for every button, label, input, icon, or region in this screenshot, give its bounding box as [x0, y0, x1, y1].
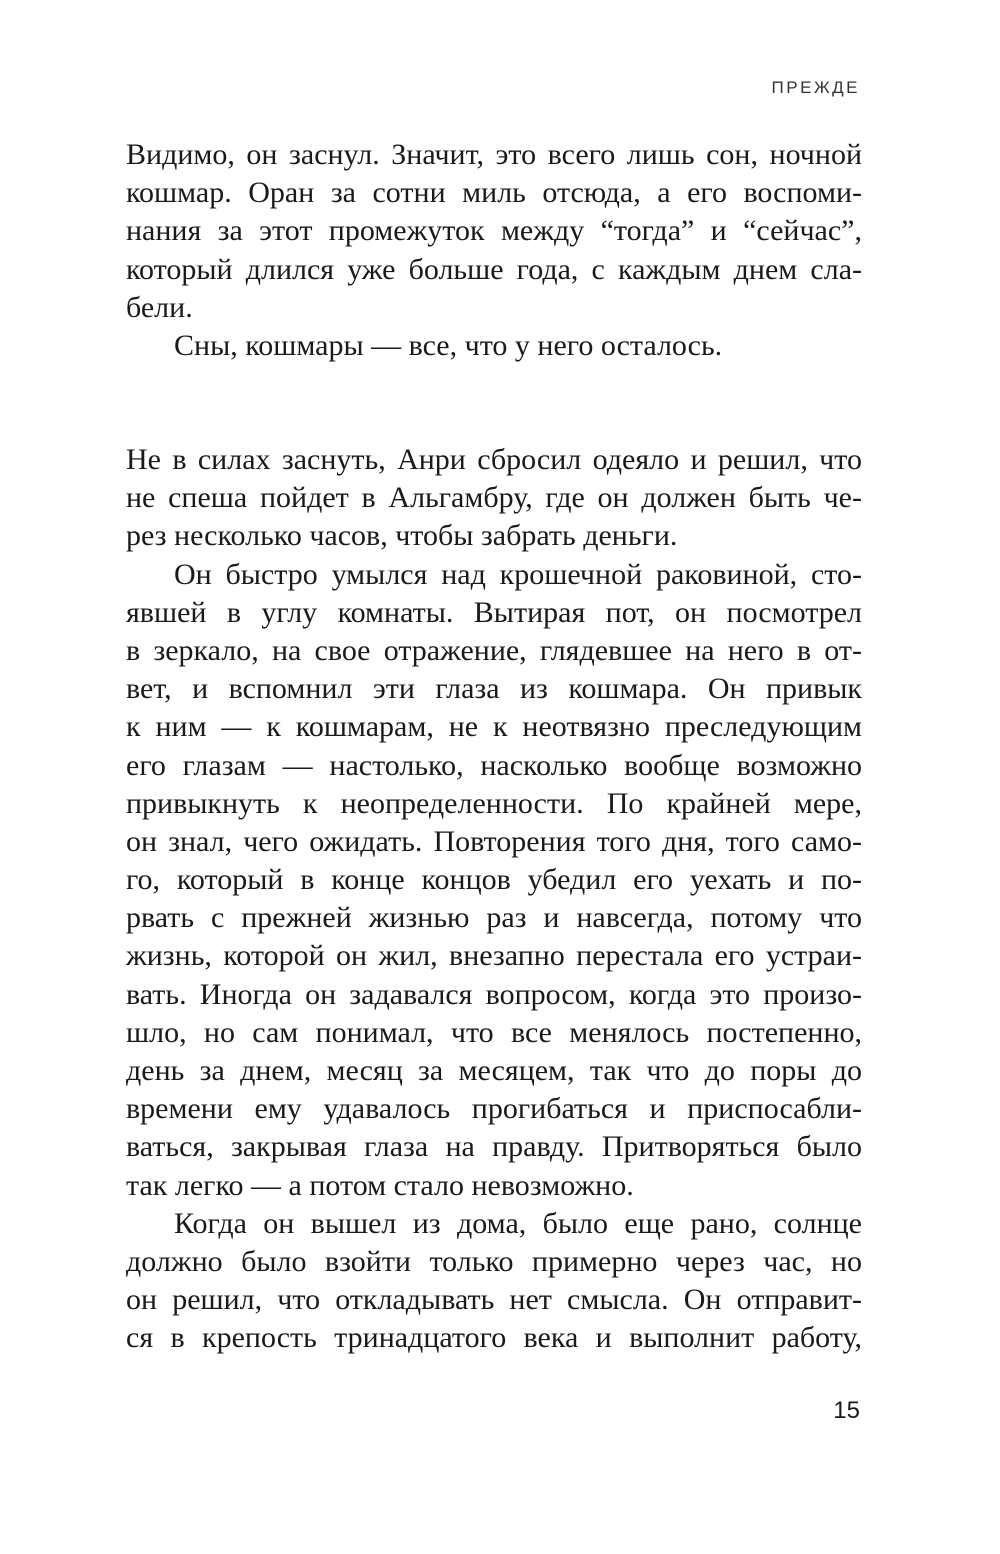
text-line: он знал, чего ожидать. Повторения того дня, того само-: [126, 824, 862, 858]
text-line: его глазам — настолько, насколько вообще возможно: [126, 748, 862, 782]
text-line: так легко — а потом стало невозможно.: [126, 1168, 634, 1202]
text-line: Когда он вышел из дома, было еще рано, солнце: [174, 1206, 862, 1240]
page-number: 15: [833, 1397, 860, 1424]
text-line: должно было взойти только примерно через час, но: [126, 1244, 862, 1278]
text-line: шло, но сам понимал, что все менялось постепенно,: [126, 1015, 862, 1049]
text-line: привыкнуть к неопределенности. По крайней мере,: [126, 786, 862, 820]
text-line: го, который в конце концов убедил его уехать и по-: [126, 863, 862, 897]
text-line: Он быстро умылся над крошечной раковиной, сто-: [174, 557, 862, 591]
running-head: ПРЕЖДЕ: [771, 78, 860, 97]
text-line: Не в силах заснуть, Анри сбросил одеяло и решил, что: [126, 443, 862, 476]
text-line: ваться, закрывая глаза на правду. Притворяться было: [126, 1130, 862, 1164]
text-line: времени ему удавалось прогибаться и приспосабли-: [126, 1092, 862, 1126]
text-section-2: [126, 441, 862, 1358]
text-line: ся в крепость тринадцатого века и выполнит работу,: [126, 1321, 862, 1355]
text-line: который длился уже больше года, с каждым днем сла-: [126, 252, 862, 286]
text-line: Сны, кошмары — все, что у него осталось.: [174, 328, 723, 362]
text-line: вет, и вспомнил эти глаза из кошмара. Он привык: [126, 672, 862, 706]
text-line: бели.: [126, 290, 193, 324]
text-line: вать. Иногда он задавался вопросом, когда это произо-: [126, 977, 862, 1011]
text-line: Видимо, он заснул. Значит, это всего лишь сон, ночной: [126, 138, 862, 171]
text-line: кошмар. Оран за сотни миль отсюда, а его воспоми-: [126, 176, 862, 210]
text-line: жизнь, которой он жил, внезапно перестала его устраи-: [126, 939, 862, 973]
text-line: нания за этот промежуток между “тогда” и “сейчас”,: [126, 214, 862, 248]
text-line: к ним — к кошмарам, не к неотвязно преследующим: [126, 710, 862, 744]
text-line: день за днем, месяц за месяцем, так что до поры до: [126, 1054, 862, 1087]
text-line: рез несколько часов, чтобы забрать деньги.: [126, 519, 678, 553]
text-line: рвать с прежней жизнью раз и навсегда, потому что: [126, 901, 862, 935]
text-line: не спеша пойдет в Альгамбру, где он должен быть че-: [126, 481, 862, 515]
text-line: явшей в углу комнаты. Вытирая пот, он посмотрел: [126, 595, 862, 629]
text-line: в зеркало, на свое отражение, глядевшее на него в от-: [126, 633, 862, 667]
text-section-1: [126, 136, 862, 365]
text-line: он решил, что откладывать нет смысла. Он отправит-: [126, 1283, 862, 1317]
